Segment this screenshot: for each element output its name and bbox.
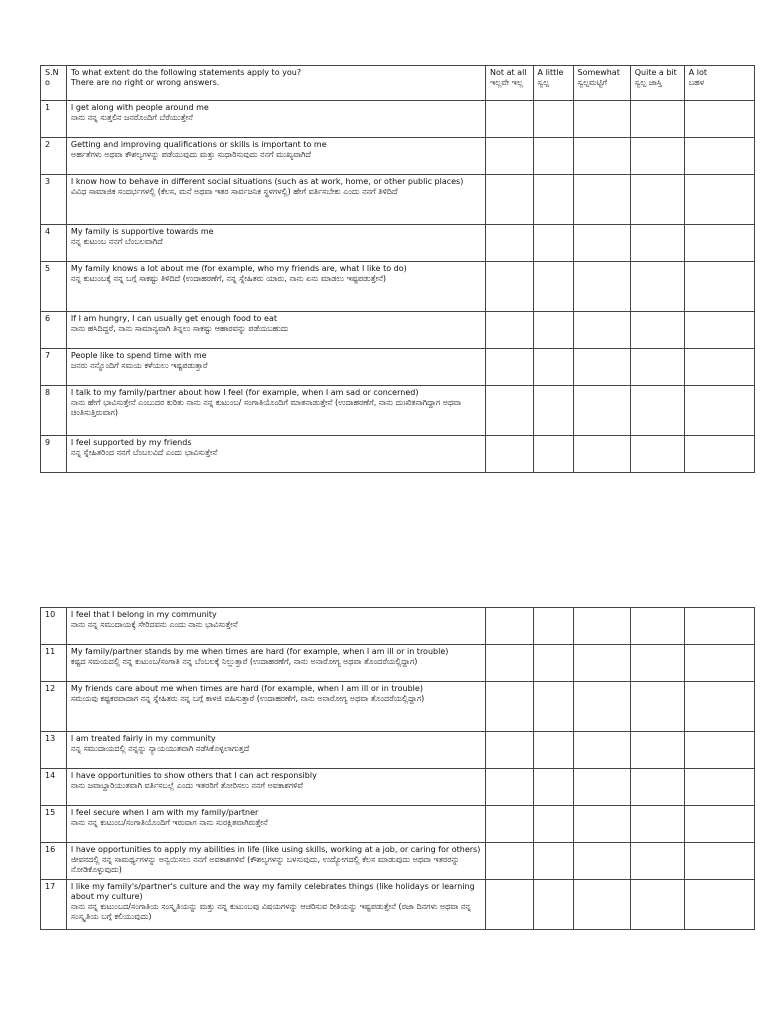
question-row [41,101,755,138]
response-cell-somewhat[interactable] [573,386,630,436]
statement-cell [66,262,485,312]
question-header [66,66,485,101]
response-cell-not-at-all[interactable] [486,101,534,138]
scale-header-quite-a-bit: Quite a bit ಸ್ವಲ್ಪ ಜಾಸ್ತಿ [630,66,684,101]
statement-kannada: ಸಮಯವು ಕಷ್ಟಕರವಾದಾಗ ನನ್ನ ಸ್ನೇಹಿತರು ನನ್ನ ಬಗ್ಗೆ ಕಾಳಜಿ ವಹಿಸುತ್ತಾರೆ (ಉದಾಹರಣೆಗೆ, ನಾನು ಅನಾರೋಗ್ಯ ಅಥವಾ ತೊಂದರೆಯಲ್ಲಿದ್ದಾಗ) [70,694,425,703]
statement-english: I talk to my family/partner about how I feel (for example, when I am sad or concerned) [70,388,419,397]
response-cell-a-lot[interactable] [684,608,754,645]
response-cell-a-lot[interactable] [684,312,754,349]
response-cell-quite-a-bit[interactable] [630,880,684,930]
response-cell-a-little[interactable] [533,682,573,732]
statement-kannada: ನಾನು ನನ್ನ ಕುಟುಂಬ/ಸಂಗಾತಿಯೊಂದಿಗೆ ಇರುವಾಗ ನಾನು ಸುರಕ್ಷಿತವಾಗಿರುತ್ತೇನೆ [70,818,268,827]
statement-english: I have opportunities to show others that I can act responsibly [70,771,317,780]
response-cell-somewhat[interactable] [573,806,630,843]
response-cell-a-lot[interactable] [684,769,754,806]
question-row [41,732,755,769]
item-number: 14 [41,769,67,806]
response-cell-quite-a-bit[interactable] [630,225,684,262]
response-cell-a-lot[interactable] [684,806,754,843]
statement-cell [66,608,485,645]
statement-kannada: ನಾನು ಜವಾಬ್ದಾರಿಯುತವಾಗಿ ವರ್ತಿಸಬಲ್ಲೆ ಎಂದು ಇತರರಿಗೆ ತೋರಿಸಲು ನನಗೆ ಅವಕಾಶಗಳಿವೆ [70,781,303,790]
scale-header-somewhat: Somewhat ಸ್ವಲ್ಪಮಟ್ಟಿಗೆ [573,66,630,101]
item-number: 4 [41,225,67,262]
response-cell-a-lot[interactable] [684,262,754,312]
statement-english: My family/partner stands by me when times are hard (for example, when I am ill or in trouble) [70,647,449,656]
response-cell-quite-a-bit[interactable] [630,386,684,436]
response-cell-a-lot[interactable] [684,682,754,732]
statement-kannada: ಕಷ್ಟದ ಸಮಯದಲ್ಲಿ ನನ್ನ ಕುಟುಂಬ/ಸಂಗಾತಿ ನನ್ನ ಬೆಂಬಲಕ್ಕೆ ನಿಲ್ಲುತ್ತಾರೆ (ಉದಾಹರಣೆಗೆ, ನಾನು ಅನಾರೋಗ್ಯ ಅಥವಾ ತೊಂದರೆಯಲ್ಲಿದ್ದಾಗ) [70,657,418,666]
statement-english: I feel supported by my friends [70,438,192,447]
question-row [41,645,755,682]
item-number: 6 [41,312,67,349]
response-cell-quite-a-bit[interactable] [630,769,684,806]
statement-cell [66,175,485,225]
statement-cell [66,880,485,930]
response-cell-somewhat[interactable] [573,175,630,225]
response-cell-a-lot[interactable] [684,138,754,175]
statement-english: I feel secure when I am with my family/partner [70,808,259,817]
response-cell-somewhat[interactable] [573,101,630,138]
response-cell-a-little[interactable] [533,101,573,138]
statement-cell [66,312,485,349]
response-cell-a-lot[interactable] [684,436,754,473]
statement-kannada: ನನ್ನ ಸ್ನೇಹಿತರಿಂದ ನನಗೆ ಬೆಂಬಲವಿದೆ ಎಂದು ಭಾವಿಸುತ್ತೇನೆ [70,448,218,457]
question-header-line-2: There are no right or wrong answers. [70,78,220,87]
statement-english: I get along with people around me [70,103,209,112]
question-row [41,806,755,843]
item-number: 12 [41,682,67,732]
response-cell-a-little[interactable] [533,138,573,175]
response-cell-a-little[interactable] [533,645,573,682]
question-row [41,682,755,732]
question-row [41,312,755,349]
response-cell-quite-a-bit[interactable] [630,806,684,843]
statement-english: I know how to behave in different social situations (such as at work, home, or other public places) [70,177,464,186]
response-cell-not-at-all[interactable] [486,769,534,806]
response-cell-a-little[interactable] [533,769,573,806]
response-cell-a-little[interactable] [533,225,573,262]
response-cell-not-at-all[interactable] [486,843,534,880]
statement-english: People like to spend time with me [70,351,207,360]
statement-english: I have opportunities to apply my abilities in life (like using skills, working at a job, or caring for others) [70,845,481,854]
response-cell-a-little[interactable] [533,175,573,225]
response-cell-a-lot[interactable] [684,843,754,880]
statement-kannada: ಅರ್ಹತೆಗಳು ಅಥವಾ ಕೌಶಲ್ಯಗಳನ್ನು ಪಡೆಯುವುದು ಮತ್ತು ಸುಧಾರಿಸುವುದು ನನಗೆ ಮುಖ್ಯವಾಗಿದೆ [70,150,312,159]
question-row [41,138,755,175]
response-cell-somewhat[interactable] [573,436,630,473]
question-row [41,769,755,806]
response-cell-a-lot[interactable] [684,175,754,225]
statement-kannada: ನನ್ನ ಕುಟುಂಬ ನನಗೆ ಬೆಂಬಲವಾಗಿದೆ [70,237,163,246]
response-cell-not-at-all[interactable] [486,138,534,175]
question-row [41,880,755,930]
question-row [41,608,755,645]
response-cell-somewhat[interactable] [573,682,630,732]
statement-kannada: ನಾನು ಹಸಿದಿದ್ದರೆ, ನಾನು ಸಾಮಾನ್ಯವಾಗಿ ತಿನ್ನಲು ಸಾಕಷ್ಟು ಆಹಾರವನ್ನು ಪಡೆಯಬಹುದು [70,324,289,333]
response-cell-not-at-all[interactable] [486,682,534,732]
response-cell-quite-a-bit[interactable] [630,608,684,645]
response-cell-somewhat[interactable] [573,138,630,175]
response-cell-quite-a-bit[interactable] [630,349,684,386]
scale-header-a-lot: A lot ಬಹಳ [684,66,754,101]
statement-cell [66,806,485,843]
response-cell-quite-a-bit[interactable] [630,682,684,732]
statement-english: My friends care about me when times are hard (for example, when I am ill or in trouble) [70,684,423,693]
response-cell-not-at-all[interactable] [486,806,534,843]
item-number: 5 [41,262,67,312]
response-cell-not-at-all[interactable] [486,175,534,225]
sno-header: S.No [41,66,67,101]
response-cell-quite-a-bit[interactable] [630,175,684,225]
response-cell-a-lot[interactable] [684,349,754,386]
statement-kannada: ವಿವಿಧ ಸಾಮಾಜಿಕ ಸಂದರ್ಭಗಳಲ್ಲಿ (ಕೆಲಸ, ಮನೆ ಅಥವಾ ಇತರ ಸಾರ್ವಜನಿಕ ಸ್ಥಳಗಳಲ್ಲಿ) ಹೇಗೆ ವರ್ತಿಸಬೇಕು ಎಂದು ನನಗೆ ತಿಳಿದಿದೆ [70,187,398,196]
response-cell-quite-a-bit[interactable] [630,645,684,682]
statement-cell [66,843,485,880]
statement-kannada: ಜನರು ನನ್ನೊಂದಿಗೆ ಸಮಯ ಕಳೆಯಲು ಇಷ್ಟಪಡುತ್ತಾರೆ [70,361,208,370]
question-row [41,349,755,386]
response-cell-quite-a-bit[interactable] [630,138,684,175]
statement-cell [66,349,485,386]
response-cell-a-lot[interactable] [684,225,754,262]
questionnaire-table-page-1 [40,65,755,473]
statement-kannada: ಜೀವನದಲ್ಲಿ ನನ್ನ ಸಾಮರ್ಥ್ಯಗಳನ್ನು ಅನ್ವಯಿಸಲು ನನಗೆ ಅವಕಾಶಗಳಿವೆ (ಕೌಶಲ್ಯಗಳನ್ನು ಬಳಸುವುದು, ಉದ್ಯೋಗದಲ್ಲಿ ಕೆಲಸ ಮಾಡುವುದು ಅಥವಾ ಇತರರನ್ನು ನೋಡಿಕೊಳ್ಳುವುದು) [70,855,460,874]
statement-cell [66,101,485,138]
response-cell-quite-a-bit[interactable] [630,436,684,473]
item-number: 1 [41,101,67,138]
response-cell-a-lot[interactable] [684,645,754,682]
item-number: 2 [41,138,67,175]
statement-english: My family knows a lot about me (for example, who my friends are, what I like to do) [70,264,407,273]
scale-header-not-at-all: Not at all ಇಲ್ಲವೇ ಇಲ್ಲ [486,66,534,101]
statement-kannada: ನಾನು ನನ್ನ ಸುತ್ತಲಿನ ಜನರೊಂದಿಗೆ ಬೆರೆಯುತ್ತೇನೆ [70,113,193,122]
statement-cell [66,436,485,473]
response-cell-not-at-all[interactable] [486,349,534,386]
response-cell-not-at-all[interactable] [486,225,534,262]
response-cell-quite-a-bit[interactable] [630,101,684,138]
response-cell-not-at-all[interactable] [486,312,534,349]
response-cell-a-little[interactable] [533,806,573,843]
question-row [41,436,755,473]
response-cell-a-little[interactable] [533,262,573,312]
scale-header-a-little: A little ಸ್ವಲ್ಪ [533,66,573,101]
item-number: 8 [41,386,67,436]
response-cell-a-little[interactable] [533,732,573,769]
response-cell-somewhat[interactable] [573,225,630,262]
response-cell-not-at-all[interactable] [486,880,534,930]
item-number: 17 [41,880,67,930]
item-number: 13 [41,732,67,769]
response-cell-somewhat[interactable] [573,645,630,682]
header-row [41,66,755,101]
response-cell-somewhat[interactable] [573,769,630,806]
response-cell-somewhat[interactable] [573,349,630,386]
response-cell-quite-a-bit[interactable] [630,262,684,312]
response-cell-not-at-all[interactable] [486,386,534,436]
response-cell-a-little[interactable] [533,312,573,349]
statement-cell [66,769,485,806]
statement-english: I like my family's/partner's culture and the way my family celebrates things (like holidays or learning about my culture) [70,882,475,901]
response-cell-a-little[interactable] [533,436,573,473]
response-cell-not-at-all[interactable] [486,262,534,312]
item-number: 9 [41,436,67,473]
response-cell-a-lot[interactable] [684,732,754,769]
response-cell-somewhat[interactable] [573,880,630,930]
response-cell-somewhat[interactable] [573,732,630,769]
item-number: 3 [41,175,67,225]
statement-english: I am treated fairly in my community [70,734,216,743]
item-number: 16 [41,843,67,880]
item-number: 7 [41,349,67,386]
item-number: 10 [41,608,67,645]
response-cell-a-lot[interactable] [684,101,754,138]
response-cell-not-at-all[interactable] [486,436,534,473]
response-cell-not-at-all[interactable] [486,732,534,769]
statement-kannada: ನನ್ನ ಸಮುದಾಯದಲ್ಲಿ ನನ್ನನ್ನು ನ್ಯಾಯಯುತವಾಗಿ ನಡೆಸಿಕೊಳ್ಳಲಾಗುತ್ತದೆ [70,744,250,753]
statement-cell [66,225,485,262]
statement-cell [66,386,485,436]
statement-kannada: ನಾನು ಹೇಗೆ ಭಾವಿಸುತ್ತೇನೆ ಎಂಬುದರ ಕುರಿತು ನಾನು ನನ್ನ ಕುಟುಂಬ/ ಸಂಗಾತಿಯೊಂದಿಗೆ ಮಾತನಾಡುತ್ತೇನೆ (ಉದಾಹರಣೆಗೆ, ನಾನು ದುಃಖಿತನಾಗಿದ್ದಾಗ ಅಥವಾ ಚಿಂತಿಸುತ್ತಿರುವಾಗ) [70,398,462,417]
questionnaire-table-page-2 [40,607,755,930]
item-number: 11 [41,645,67,682]
statement-english: My family is supportive towards me [70,227,214,236]
question-row [41,386,755,436]
statement-english: If I am hungry, I can usually get enough food to eat [70,314,278,323]
response-cell-quite-a-bit[interactable] [630,312,684,349]
response-cell-a-lot[interactable] [684,880,754,930]
question-row [41,225,755,262]
statement-kannada: ನನ್ನ ಕುಟುಂಬಕ್ಕೆ ನನ್ನ ಬಗ್ಗೆ ಸಾಕಷ್ಟು ತಿಳಿದಿದೆ (ಉದಾಹರಣೆಗೆ, ನನ್ನ ಸ್ನೇಹಿತರು ಯಾರು, ನಾನು ಏನು ಮಾಡಲು ಇಷ್ಟಪಡುತ್ತೇನೆ) [70,274,387,283]
item-number: 15 [41,806,67,843]
response-cell-a-little[interactable] [533,386,573,436]
question-row [41,843,755,880]
response-cell-a-little[interactable] [533,349,573,386]
response-cell-quite-a-bit[interactable] [630,732,684,769]
response-cell-a-lot[interactable] [684,386,754,436]
question-row [41,262,755,312]
response-cell-quite-a-bit[interactable] [630,843,684,880]
question-row [41,175,755,225]
statement-kannada: ನಾನು ನನ್ನ ಕುಟುಂಬದ/ಸಂಗಾತಿಯ ಸಂಸ್ಕೃತಿಯನ್ನು ಮತ್ತು ನನ್ನ ಕುಟುಂಬವು ವಿಷಯಗಳನ್ನು ಆಚರಿಸುವ ರೀತಿಯನ್ನು ಇಷ್ಟಪಡುತ್ತೇನೆ (ರಜಾ ದಿನಗಳು ಅಥವಾ ನನ್ನ ಸಂಸ್ಕೃತಿಯ ಬಗ್ಗೆ ಕಲಿಯುವುದು) [70,902,471,921]
statement-english: Getting and improving qualifications or skills is important to me [70,140,327,149]
question-header-line-1: To what extent do the following statements apply to you? [70,68,302,77]
statement-cell [66,682,485,732]
response-cell-a-little[interactable] [533,880,573,930]
response-cell-not-at-all[interactable] [486,608,534,645]
statement-kannada: ನಾನು ನನ್ನ ಸಮುದಾಯಕ್ಕೆ ಸೇರಿದವನು ಎಂದು ನಾನು ಭಾವಿಸುತ್ತೇನೆ [70,620,238,629]
statement-cell [66,645,485,682]
statement-cell [66,732,485,769]
response-cell-somewhat[interactable] [573,843,630,880]
statement-cell [66,138,485,175]
response-cell-a-little[interactable] [533,608,573,645]
statement-english: I feel that I belong in my community [70,610,217,619]
response-cell-a-little[interactable] [533,843,573,880]
response-cell-somewhat[interactable] [573,262,630,312]
response-cell-somewhat[interactable] [573,608,630,645]
response-cell-not-at-all[interactable] [486,645,534,682]
response-cell-somewhat[interactable] [573,312,630,349]
